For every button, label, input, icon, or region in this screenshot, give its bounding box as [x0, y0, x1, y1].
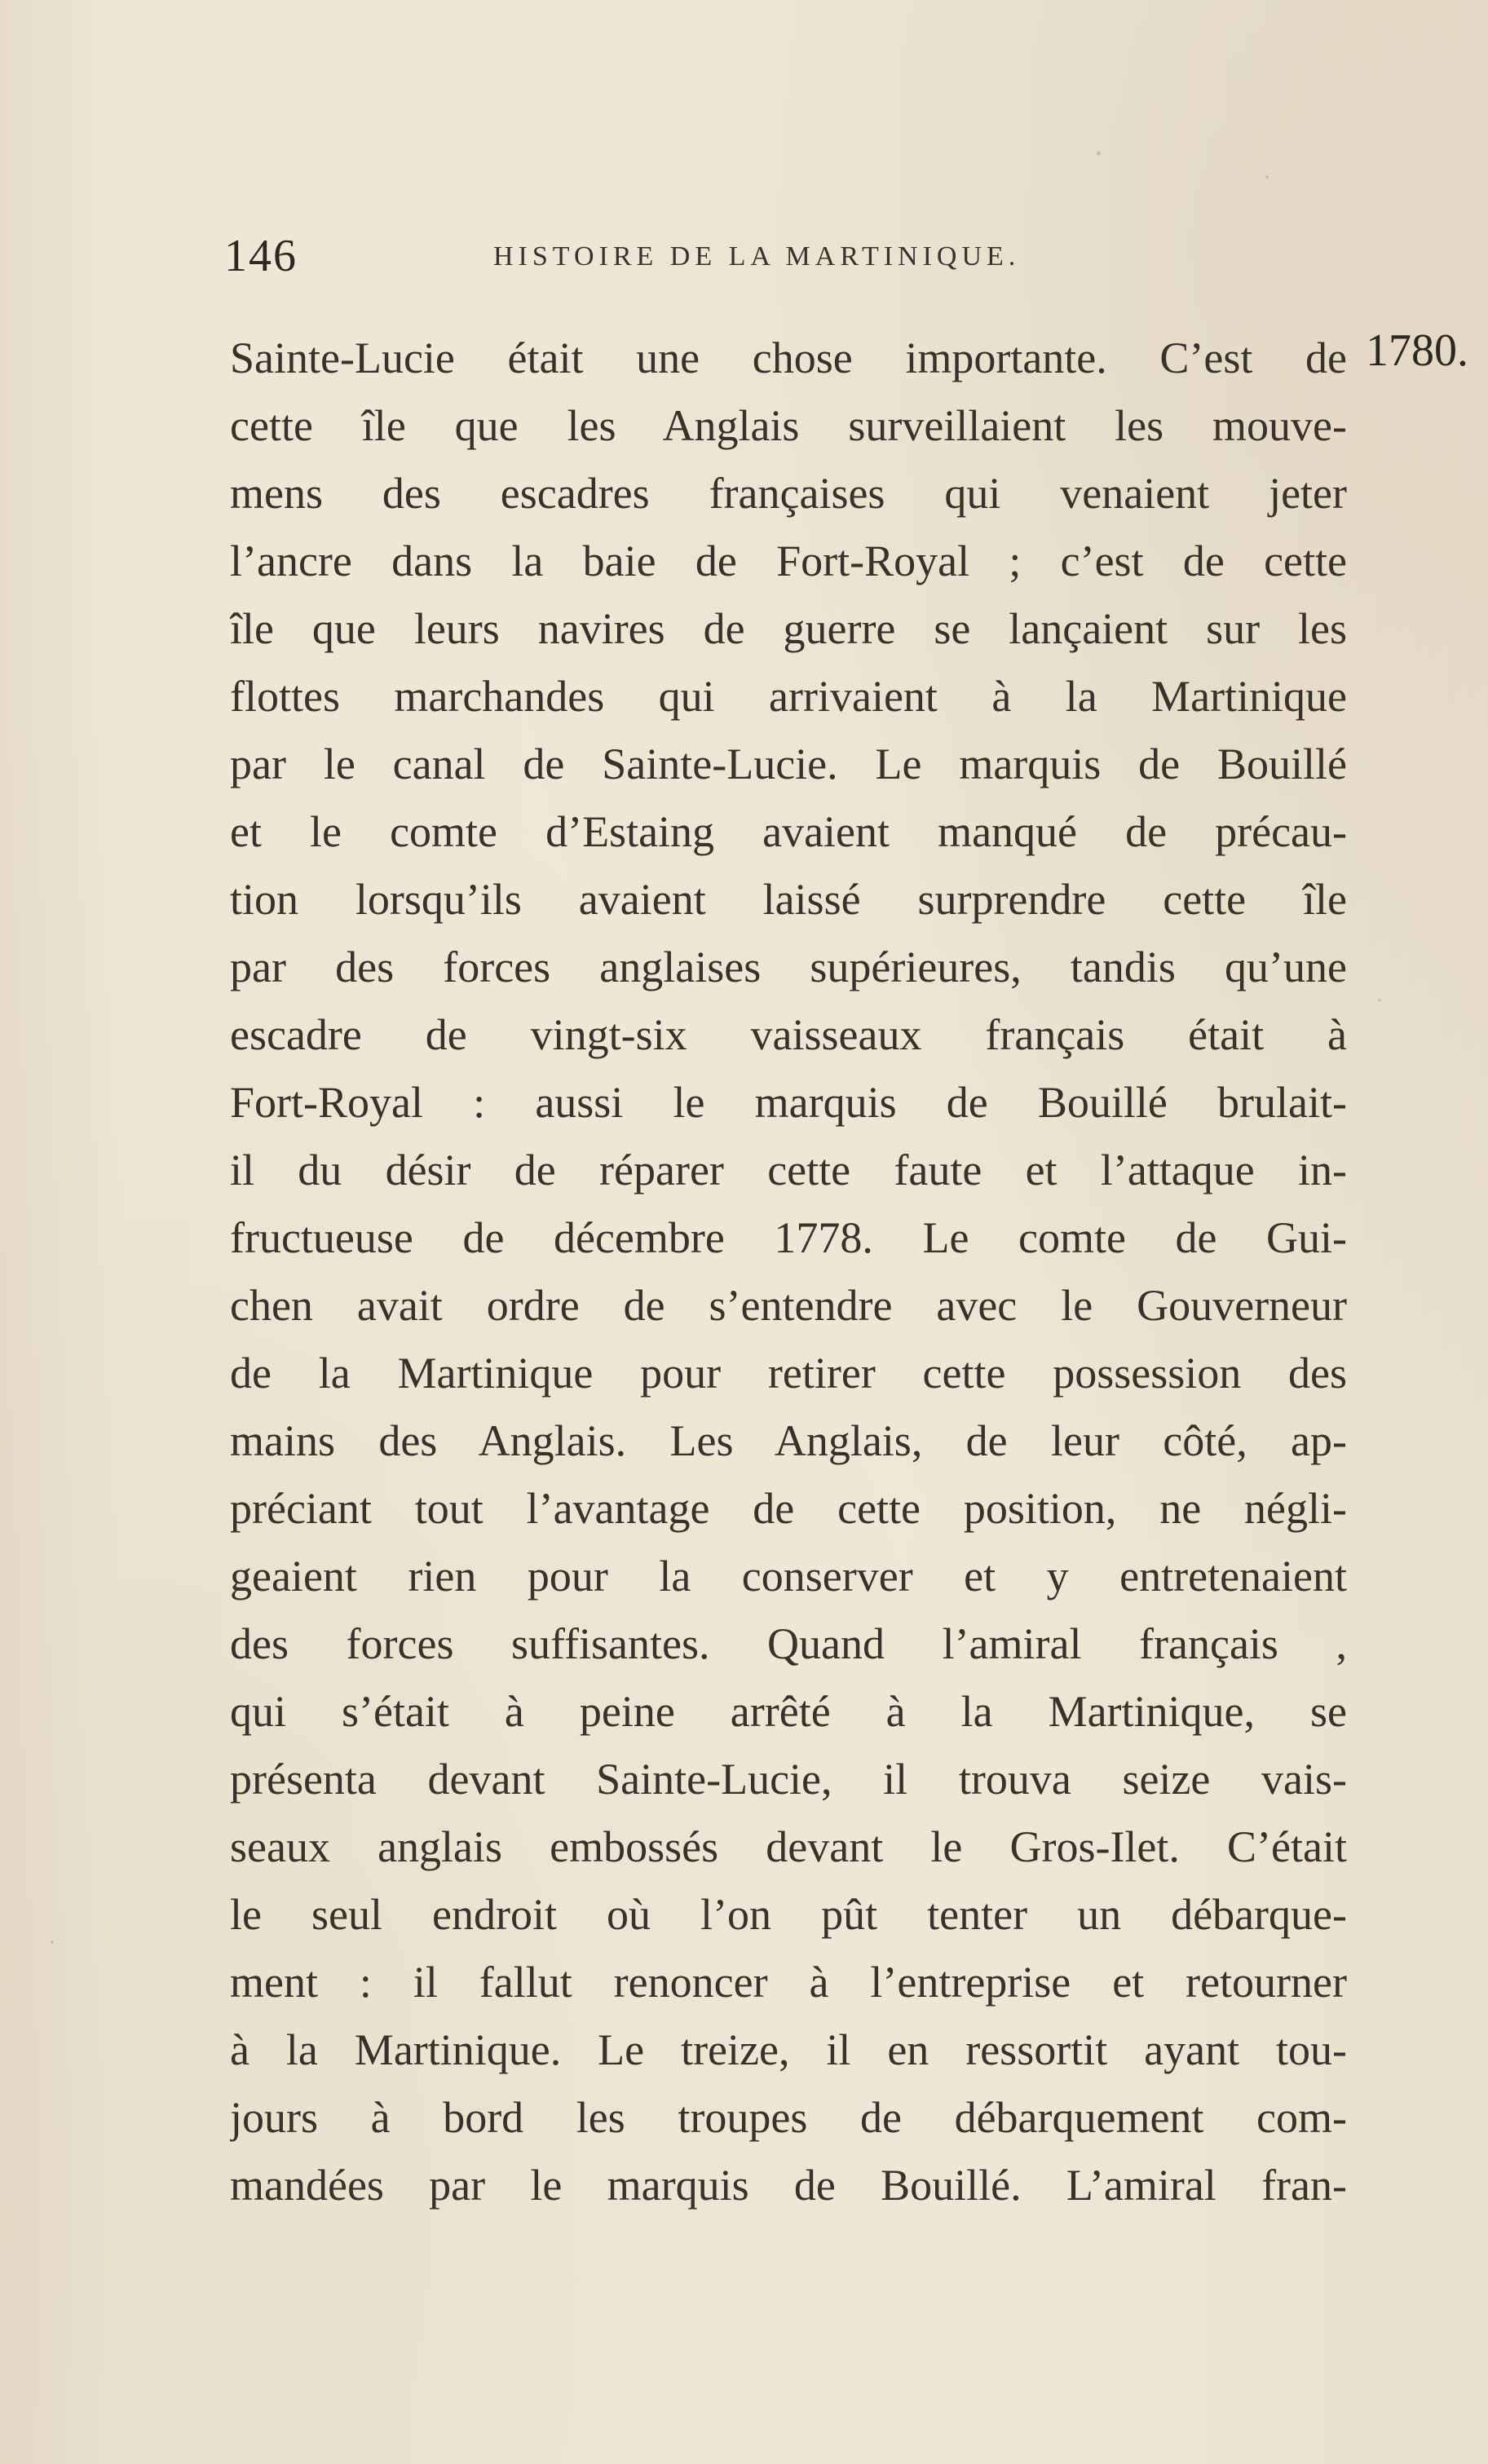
text-line: seaux anglais embossés devant le Gros-Ilet. C’était	[230, 1822, 1347, 1871]
text-line: île que leurs navires de guerre se lançaient sur les	[230, 604, 1347, 653]
text-line: Sainte-Lucie était une chose importante. C’est de	[230, 333, 1347, 382]
text-line: escadre de vingt-six vaisseaux français était à	[230, 1010, 1347, 1059]
text-line: ment : il fallut renoncer à l’entreprise et retourner	[230, 1958, 1347, 2007]
page-number: 146	[224, 231, 298, 281]
text-line: geaient rien pour la conserver et y entretenaient	[230, 1552, 1347, 1601]
text-line: il du désir de réparer cette faute et l’attaque in-	[230, 1146, 1347, 1194]
text-line: le seul endroit où l’on pût tenter un débarque-	[230, 1890, 1347, 1939]
body-text	[230, 325, 1347, 2219]
paper-spot	[1265, 175, 1269, 179]
text-line: par des forces anglaises supérieures, tandis qu’une	[230, 943, 1347, 991]
text-line: tion lorsqu’ils avaient laissé surprendre cette île	[230, 875, 1347, 924]
running-title: HISTOIRE DE LA MARTINIQUE.	[493, 241, 1021, 272]
text-line: jours à bord les troupes de débarquement com-	[230, 2093, 1347, 2142]
text-line: l’ancre dans la baie de Fort-Royal ; c’est de cette	[230, 537, 1347, 585]
text-line: préciant tout l’avantage de cette position, ne négli-	[230, 1484, 1347, 1533]
text-line: des forces suffisantes. Quand l’amiral français ,	[230, 1619, 1347, 1668]
text-line: cette île que les Anglais surveillaient les mouve-	[230, 401, 1347, 450]
paper-spot	[51, 1941, 54, 1944]
paper-spot	[1378, 999, 1381, 1001]
text-line: et le comte d’Estaing avaient manqué de précau-	[230, 807, 1347, 856]
text-line: mandées par le marquis de Bouillé. L’amiral fran-	[230, 2161, 1347, 2210]
text-line: fructueuse de décembre 1778. Le comte de Gui-	[230, 1213, 1347, 1262]
text-line: Fort-Royal : aussi le marquis de Bouillé brulait-	[230, 1078, 1347, 1127]
text-line: présenta devant Sainte-Lucie, il trouva seize vais-	[230, 1755, 1347, 1804]
text-line: flottes marchandes qui arrivaient à la Martinique	[230, 672, 1347, 721]
text-line: de la Martinique pour retirer cette possession des	[230, 1349, 1347, 1398]
text-line: qui s’était à peine arrêté à la Martinique, se	[230, 1687, 1347, 1736]
margin-year-note: 1780.	[1366, 325, 1468, 376]
text-line: à la Martinique. Le treize, il en ressortit ayant tou-	[230, 2025, 1347, 2074]
text-line: chen avait ordre de s’entendre avec le Gouverneur	[230, 1281, 1347, 1330]
text-line: mains des Anglais. Les Anglais, de leur côté, ap-	[230, 1416, 1347, 1465]
paper-spot	[1097, 151, 1101, 156]
text-line: mens des escadres françaises qui venaient jeter	[230, 469, 1347, 518]
text-line: par le canal de Sainte-Lucie. Le marquis de Bouillé	[230, 740, 1347, 788]
running-header	[224, 230, 1366, 287]
